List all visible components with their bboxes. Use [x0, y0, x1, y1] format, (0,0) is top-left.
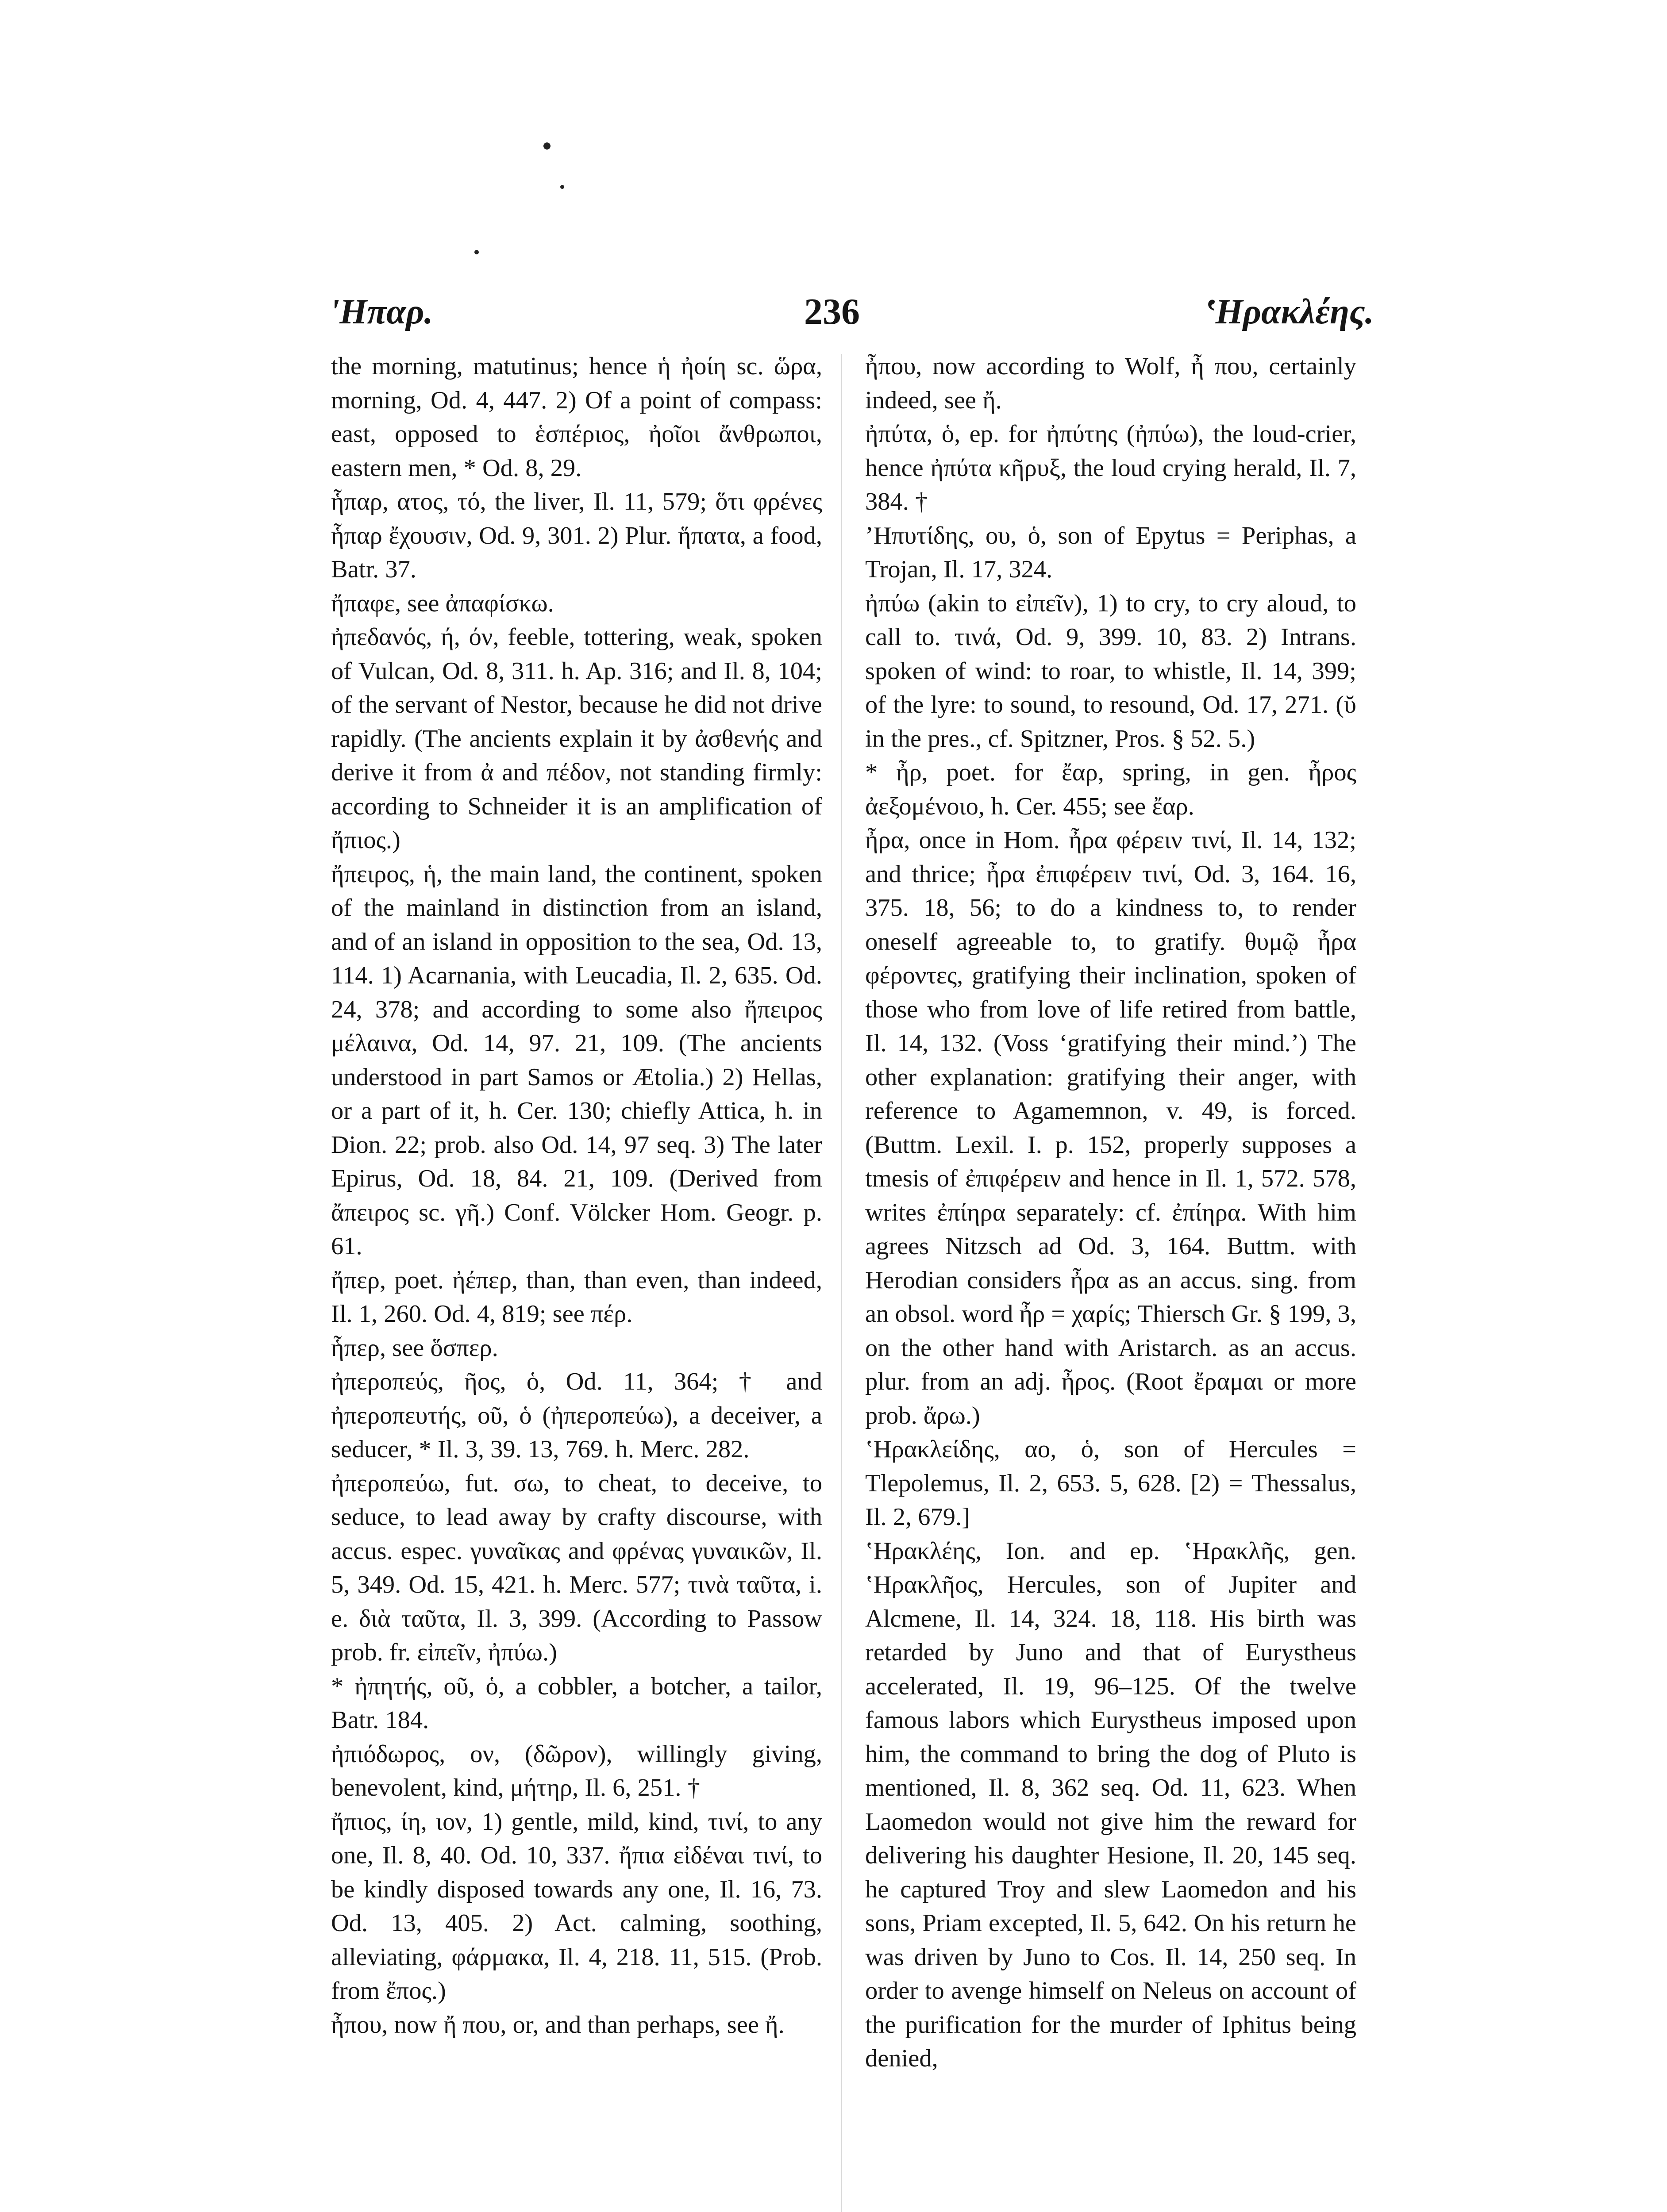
dictionary-entry: ἤπιος, ίη, ιον, 1) gentle, mild, kind, τινί, to any one, Il. 8, 40. Od. 10, 337. ἤπια εἰδέναι τινί, to be kindly disposed towards any one, Il. 16, 73. Od. 13, 405. 2) Act. calming, soothing, alleviating, φάρμακα, Il. 4, 218. 11, 515. (Prob. from ἔπος.) — [331, 1808, 822, 2005]
dictionary-entry: ἦπου, now ἤ που, or, and than perhaps, see ἤ. — [331, 2011, 785, 2039]
right-running-head: ʽΗρακλέης. — [1204, 292, 1374, 331]
dictionary-entry: ἧπαρ, ατος, τό, the liver, Il. 11, 579; ὅτι φρένες ἧπαρ ἔχουσιν, Od. 9, 301. 2) Plur. ἥπατα, a food, Batr. 37. — [331, 488, 822, 583]
dictionary-entry: ʽΗρακλείδης, αο, ὁ, son of Hercules = Tlepolemus, Il. 2, 653. 5, 628. [2) = Thessalus, Il. 2, 679.] — [865, 1436, 1356, 1531]
page-number: 236 — [804, 291, 860, 332]
dictionary-entry: ἦρα, once in Hom. ἦρα φέρειν τινί, Il. 14, 132; and thrice; ἦρα ἐπιφέρειν τινί, Od. 3, 164. 16, 375. 18, 56; to do a kindness to, to render oneself agreeable to, to gratify. θυμῷ ἦρα φέροντες, gratifying their inclination, spoken of those who from love of life retired from battle, Il. 14, 132. (Voss ‘gratifying their mind.’) The other explanation: gratifying their anger, with reference to Agamemnon, v. 49, is forced. (Buttm. Lexil. I. p. 152, properly supposes a tmesis of ἐπιφέρειν and hence in Il. 1, 572. 578, writes ἐπίηρα separately: cf. ἐπίηρα. With him agrees Nitzsch ad Od. 3, 164. Buttm. with Herodian considers ἦρα as an accus. sing. from an obsol. word ἦρ = χαρίς; Thiersch Gr. § 199, 3, on the other hand with Aristarch. as an accus. plur. from an adj. ἦρος. (Root ἔραμαι or more prob. ἄρω.) — [865, 826, 1356, 1429]
dictionary-entry: ἠπεδανός, ή, όν, feeble, tottering, weak, spoken of Vulcan, Od. 8, 311. h. Ap. 316; and Il. 8, 104; of the servant of Nestor, because he did not drive rapidly. (The ancients explain it by ἀσθενής and derive it from ἀ and πέδον, not standing firmly: according to Schneider it is an amplification of ἤπιος.) — [331, 623, 822, 854]
dictionary-entry: ʼΗπυτίδης, ου, ὁ, son of Epytus = Periphas, a Trojan, Il. 17, 324. — [865, 522, 1356, 583]
dictionary-entry: ἠπύτα, ὁ, ep. for ἠπύτης (ἠπύω), the loud-crier, hence ἠπύτα κῆρυξ, the loud crying herald, Il. 7, 384. † — [865, 420, 1356, 515]
column-rule — [841, 354, 842, 2212]
dictionary-entry: ἠπεροπεύω, fut. σω, to cheat, to deceive, to seduce, to lead away by crafty discourse, with accus. espec. γυναῖκας and φρένας γυναικῶν, Il. 5, 349. Od. 15, 421. h. Merc. 577; τινὰ ταῦτα, i. e. διὰ ταῦτα, Il. 3, 399. (According to Passow prob. fr. εἰπεῖν, ἠπύω.) — [331, 1469, 822, 1666]
dictionary-entry: ἤπερ, poet. ἠέπερ, than, than even, than indeed, Il. 1, 260. Od. 4, 819; see πέρ. — [331, 1266, 822, 1328]
dictionary-entry: the morning, matutinus; hence ἡ ἠοίη sc. ὥρα, morning, Od. 4, 447. 2) Of a point of compass: east, opposed to ἑσπέριος, ἠοῖοι ἄνθρωποι, eastern men, * Od. 8, 29. — [331, 353, 822, 482]
dictionary-entry: * ἦρ, poet. for ἔαρ, spring, in gen. ἦρος ἀεξομένοιο, h. Cer. 455; see ἔαρ. — [865, 759, 1356, 820]
left-column — [331, 349, 822, 2042]
dictionary-entry: ἠπεροπεύς, ῆος, ὁ, Od. 11, 364; † and ἠπεροπευτής, οῦ, ὁ (ἠπεροπεύω), a deceiver, a seducer, * Il. 3, 39. 13, 769. h. Merc. 282. — [331, 1368, 822, 1463]
page-header — [0, 290, 1667, 338]
dictionary-entry: ἦπου, now according to Wolf, ἦ που, certainly indeed, see ἤ. — [865, 353, 1356, 414]
dictionary-entry: ʽΗρακλέης, Ion. and ep. ʽΗρακλῆς, gen. ʽΗρακλῆος, Hercules, son of Jupiter and Alcmene, Il. 14, 324. 18, 118. His birth was retarded by Juno and that of Eurystheus accelerated, Il. 19, 96–125. Of the twelve famous labors which Eurystheus imposed upon him, the command to bring the dog of Pluto is mentioned, Il. 8, 362 seq. Od. 11, 623. When Laomedon would not give him the reward for delivering his daughter Hesione, Il. 20, 145 seq. he captured Troy and slew Laomedon and his sons, Priam excepted, Il. 5, 642. On his return he was driven by Juno to Cos. Il. 14, 250 seq. In order to avenge himself on Neleus on account of the purification for the murder of Iphitus being denied, — [865, 1537, 1356, 2072]
print-speck — [543, 142, 551, 150]
print-speck — [474, 250, 479, 254]
dictionary-entry: ἤπαφε, see ἀπαφίσκω. — [331, 589, 554, 617]
dictionary-entry: ἠπιόδωρος, ον, (δῶρον), willingly giving, benevolent, kind, μήτηρ, Il. 6, 251. † — [331, 1740, 822, 1801]
right-column — [865, 349, 1356, 2076]
dictionary-entry: ἠπύω (akin to εἰπεῖν), 1) to cry, to cry aloud, to call to. τινά, Od. 9, 399. 10, 83. 2) Intrans. spoken of wind: to roar, to whistle, Il. 14, 399; of the lyre: to sound, to resound, Od. 17, 271. (ῠ in the pres., cf. Spitzner, Pros. § 52. 5.) — [865, 589, 1356, 753]
print-speck — [560, 185, 564, 189]
left-running-head: ʹΗπαρ. — [330, 292, 433, 331]
dictionary-entry: * ἠπητής, οῦ, ὁ, a cobbler, a botcher, a tailor, Batr. 184. — [331, 1672, 822, 1734]
dictionary-entry: ἧπερ, see ὅσπερ. — [331, 1334, 498, 1362]
dictionary-entry: ἤπειρος, ἡ, the main land, the continent, spoken of the mainland in distinction from an island, and of an island in opposition to the sea, Od. 13, 114. 1) Acarnania, with Leucadia, Il. 2, 635. Od. 24, 378; and according to some also ἤπειρος μέλαινα, Od. 14, 97. 21, 109. (The ancients understood in part Samos or Ætolia.) 2) Hellas, or a part of it, h. Cer. 130; chiefly Attica, h. in Dion. 22; prob. also Od. 14, 97 seq. 3) The later Epirus, Od. 18, 84. 21, 109. (Derived from ἄπειρος sc. γῆ.) Conf. Völcker Hom. Geogr. p. 61. — [331, 860, 822, 1260]
